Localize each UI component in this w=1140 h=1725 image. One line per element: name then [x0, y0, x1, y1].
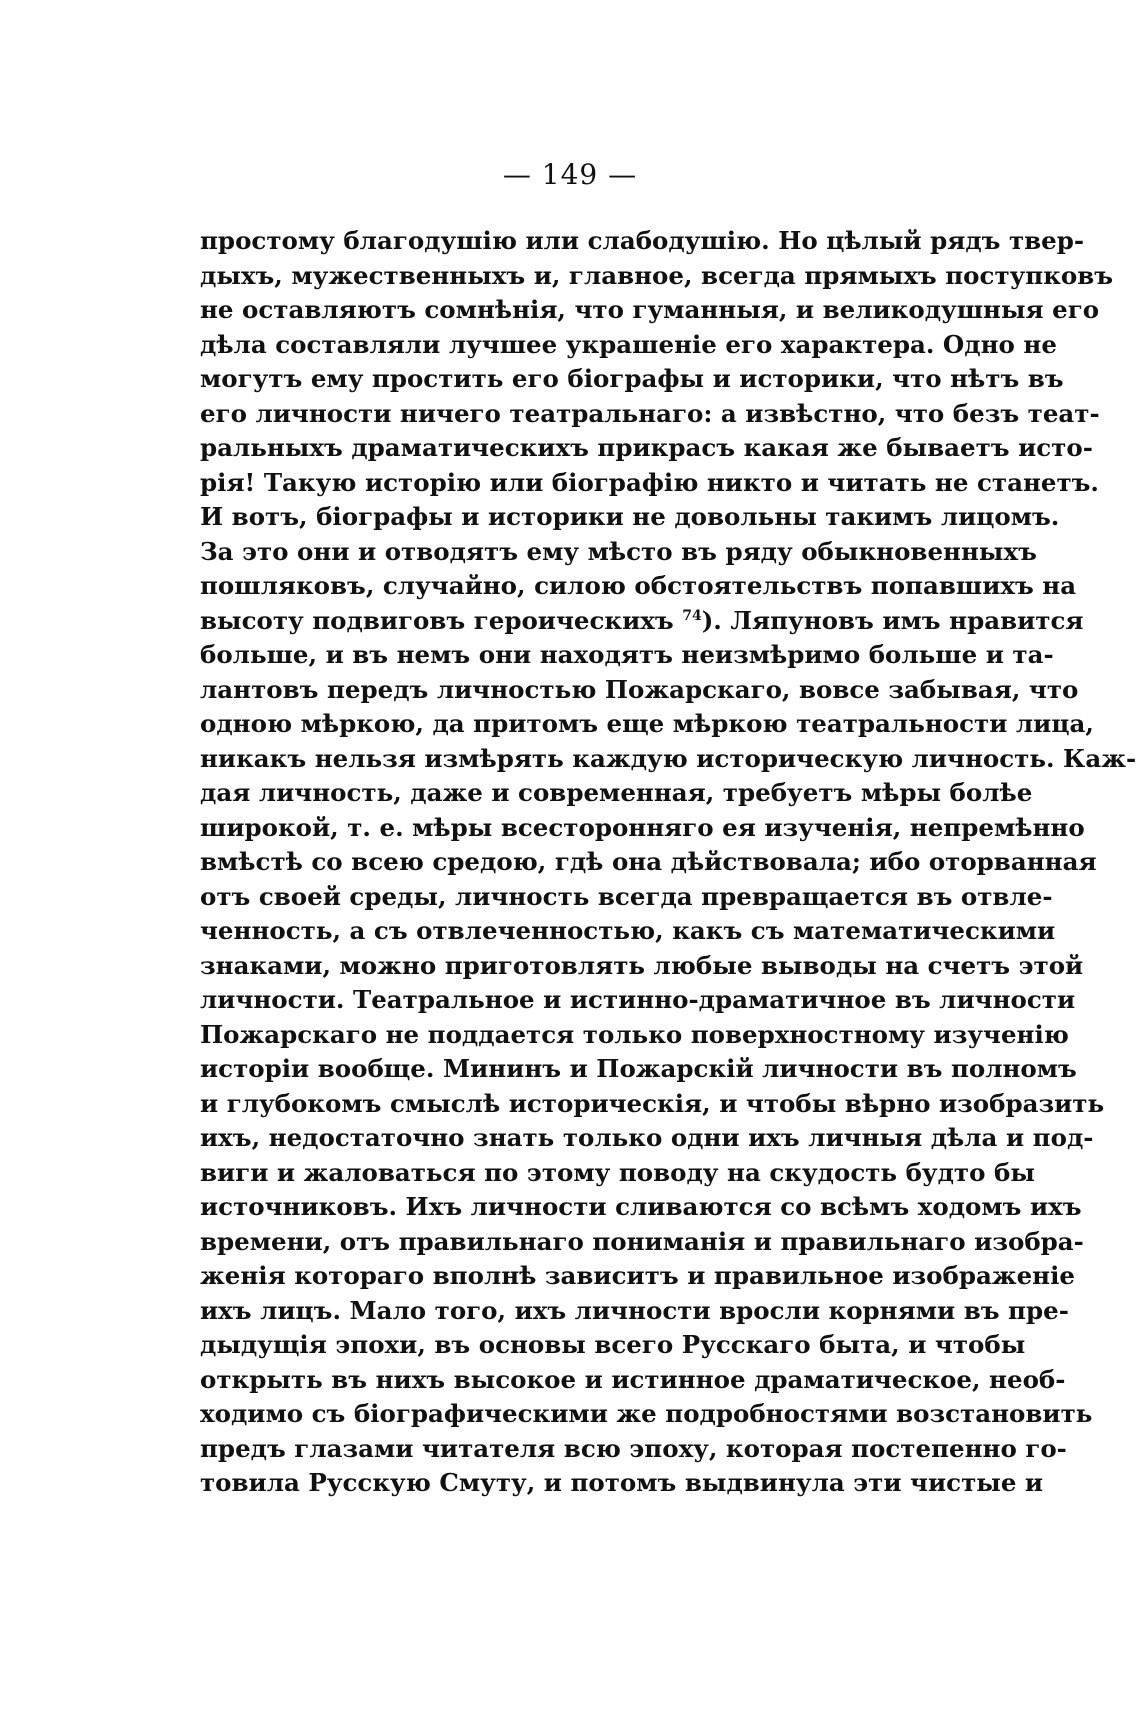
- text-line: дѣла составляли лучшее украшеніе его характера. Одно не: [200, 329, 1057, 359]
- text-line: За это они и отводятъ ему мѣсто въ ряду обыкновенныхъ: [200, 536, 1037, 566]
- text-line: открыть въ нихъ высокое и истинное драматическое, необ-: [200, 1364, 1066, 1394]
- text-line: вмѣстѣ со всею средою, гдѣ она дѣйствовала; ибо оторванная: [200, 847, 1097, 876]
- text-line: больше, и въ немъ они находятъ неизмѣримо больше и та-: [200, 640, 1054, 669]
- footnote-reference: 74: [682, 607, 702, 624]
- text-line: женія котораго вполнѣ зависитъ и правильное изображеніе: [200, 1261, 1075, 1290]
- body-text: [200, 224, 1137, 1501]
- text-line: лантовъ передъ личностью Пожарскаго, вовсе забывая, что: [200, 674, 1079, 704]
- text-line: исторіи вообще. Мининъ и Пожарскій личности въ полномъ: [200, 1054, 1077, 1083]
- text-line: ральныхъ драматическихъ прикрасъ какая же бываетъ исто-: [200, 433, 1093, 462]
- text-line: дыдущія эпохи, въ основы всего Русскаго быта, и чтобы: [200, 1330, 1026, 1359]
- text-line: простому благодушію или слабодушію. Но цѣлый рядъ твер-: [200, 226, 1085, 255]
- text-line: широкой, т. е. мѣры всесторонняго ея изученія, непремѣнно: [200, 812, 1085, 842]
- text-line: могутъ ему простить его біографы и историки, что нѣтъ въ: [200, 364, 1064, 393]
- text-line: ходимо съ біографическими же подробностями возстановить: [200, 1399, 1093, 1428]
- text-line: пошляковъ, случайно, силою обстоятельствъ попавшихъ на: [200, 571, 1077, 600]
- page-number: — 149 —: [502, 158, 638, 191]
- text-line: и глубокомъ смыслѣ историческія, и чтобы вѣрно изобразить: [200, 1088, 1105, 1118]
- text-line: одною мѣркою, да притомъ еще мѣркою театральности лица,: [200, 709, 1094, 738]
- text-line-head: высоту подвиговъ героическихъ: [200, 605, 674, 635]
- text-line: И вотъ, біографы и историки не довольны такимъ лицомъ.: [200, 502, 1060, 531]
- text-line: Пожарскаго не поддается только поверхностному изученію: [200, 1019, 1069, 1049]
- text-line: источниковъ. Ихъ личности сливаются со всѣмъ ходомъ ихъ: [200, 1192, 1082, 1221]
- text-line: товила Русскую Смуту, и потомъ выдвинула эти чистые и: [200, 1468, 1044, 1497]
- text-line: дыхъ, мужественныхъ и, главное, всегда прямыхъ поступковъ: [200, 260, 1114, 290]
- text-line: предъ глазами читателя всю эпоху, которая постепенно го-: [200, 1433, 1067, 1463]
- text-line: знаками, можно приготовлять любые выводы на счетъ этой: [200, 950, 1084, 980]
- text-line: ихъ лицъ. Мало того, ихъ личности вросли корнями въ пре-: [200, 1295, 1069, 1325]
- text-line: виги и жаловаться по этому поводу на скудость будто бы: [200, 1157, 1035, 1187]
- text-line: его личности ничего театральнаго: а извѣстно, что безъ теат-: [200, 398, 1100, 428]
- text-line: отъ своей среды, личность всегда превращается въ отвле-: [200, 881, 1053, 911]
- text-line: ихъ, недостаточно знать только одни ихъ личныя дѣла и под-: [200, 1123, 1094, 1152]
- text-line: личности. Театральное и истинно-драматичное въ личности: [200, 985, 1076, 1014]
- text-line-tail: ). Ляпуновъ имъ нравится: [701, 605, 1084, 635]
- text-line-with-footnote: [200, 604, 1084, 639]
- text-line: ченность, а съ отвлеченностью, какъ съ математическими: [200, 916, 1056, 945]
- text-line: дая личность, даже и современная, требуетъ мѣры болѣе: [200, 778, 1033, 807]
- text-line: времени, отъ правильнаго пониманія и правильнаго изобра-: [200, 1226, 1084, 1256]
- text-line: не оставляютъ сомнѣнія, что гуманныя, и великодушныя его: [200, 295, 1100, 324]
- text-line: рія! Такую исторію или біографію никто и читать не станетъ.: [200, 467, 1099, 497]
- text-line: никакъ нельзя измѣрять каждую историческую личность. Каж-: [200, 743, 1137, 773]
